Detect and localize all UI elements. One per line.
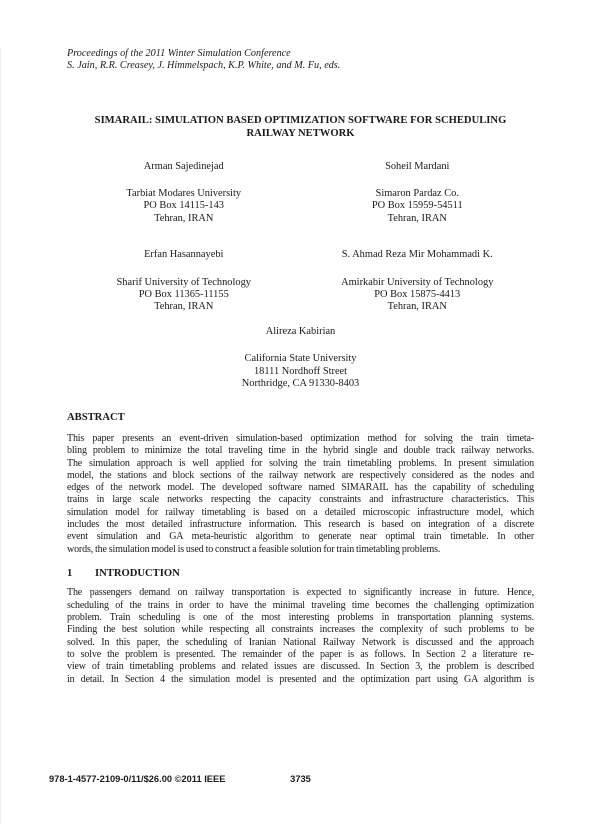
affiliation-line: California State University [244, 353, 357, 365]
abstract-line: event simulation and GA meta-heuristic algorithm to generate near optimal train timetable. In other [67, 531, 534, 543]
introduction-line: view of train timetabling problems and related issues are discussed. In Section 3, the problem is described [67, 661, 534, 673]
page-content [1, 48, 600, 686]
affiliation-line: PO Box 15959-54511 [371, 200, 463, 212]
author-name: Alireza Kabirian [265, 325, 336, 337]
author-affiliation [301, 277, 535, 314]
author-name: Erfan Hasannayebi [144, 249, 224, 261]
abstract-paragraph [67, 433, 534, 556]
affiliation-line: 18111 Nordhoff Street [253, 365, 348, 377]
author-name: S. Ahmad Reza Mir Mohammadi K. [341, 249, 493, 261]
author-block-mardani [301, 161, 535, 226]
affiliation-line: Simaron Pardaz Co. [375, 188, 459, 199]
abstract-line: model, the stations and block sections of the railway network are respectively considered as the nodes and [67, 469, 534, 481]
abstract-heading: ABSTRACT [67, 412, 125, 424]
affiliation-line: Tehran, IRAN [387, 212, 447, 224]
author-affiliation [67, 277, 301, 314]
author-name: Soheil Mardani [385, 160, 450, 172]
introduction-line: scheduling of the trains in order to have the minimal traveling time becomes the challenging optimization [67, 599, 534, 611]
author-block-hasannayebi [67, 249, 301, 314]
author-affiliation [67, 353, 534, 390]
introduction-line: The passengers demand on railway transportation is expected to significantly increase in future. Hence, [67, 587, 534, 599]
paper-title [67, 114, 534, 141]
author-block-mirmohammadi [301, 249, 535, 314]
abstract-line: This paper presents an event-driven simulation-based optimization method for solving the train timeta- [67, 432, 534, 444]
affiliation-line: Amirkabir University of Technology [341, 276, 494, 288]
authors-row-2 [67, 249, 534, 314]
copyright-notice: 978-1-4577-2109-0/11/$26.00 ©2011 IEEE [49, 774, 226, 784]
affiliation-line: Northridge, CA 91330-8403 [241, 378, 360, 390]
affiliation-line: Tarbiat Modares University [126, 188, 242, 199]
affiliation-line: PO Box 15875-4413 [374, 289, 461, 301]
author-affiliation [67, 188, 301, 225]
page-number: 3735 [290, 774, 311, 784]
author-affiliation [301, 188, 535, 225]
introduction-heading [67, 568, 534, 581]
affiliation-line: Tehran, IRAN [387, 301, 447, 313]
page-footer [49, 774, 552, 784]
paper-title-line-2: RAILWAY NETWORK [246, 128, 355, 140]
affiliation-line: PO Box 11365-11155 [138, 289, 229, 301]
proceedings-editors-line: S. Jain, R.R. Creasey, J. Himmelspach, K.P. White, and M. Fu, eds. [67, 60, 341, 72]
section-title: INTRODUCTION [95, 567, 180, 579]
proceedings-header [67, 48, 534, 73]
abstract-line: bling problem to minimize the total traveling time in the hybrid single and double track railway networks. [67, 445, 534, 457]
section-number: 1 [67, 567, 73, 579]
author-name: Arman Sajedinejad [143, 160, 224, 172]
proceedings-title-line: Proceedings of the 2011 Winter Simulation Conference [67, 48, 291, 59]
paper-page [0, 48, 600, 824]
abstract-line: edges of the network model. The developed software named SIMARAIL has the capability of scheduling [67, 482, 534, 494]
author-block-kabirian [67, 326, 534, 391]
introduction-line: in detail. In Section 4 the simulation model is presented and the optimization part using GA algorithm is [67, 673, 534, 685]
authors-row-1 [67, 161, 534, 226]
abstract-line: The simulation approach is well applied for solving the train timetabling problems. In present simulation [67, 457, 534, 469]
abstract-line: trains in large scale networks respecting the capacity constraints and infrastructure characteristics. This [67, 494, 534, 506]
affiliation-line: Tehran, IRAN [154, 301, 214, 313]
introduction-line: solved. In this paper, the scheduling of Iranian National Railway Network is discussed and the approach [67, 636, 534, 648]
introduction-line: Finding the best solution while respecting all constraints increases the complexity of such problems to be [67, 624, 534, 636]
paper-title-line-1: SIMARAIL: SIMULATION BASED OPTIMIZATION SOFTWARE FOR SCHEDULING [94, 114, 507, 126]
author-block-sajedinejad [67, 161, 301, 226]
abstract-line: words, the simulation model is used to construct a feasible solution for train timetabling problems. [67, 543, 441, 555]
abstract-line: includes the most detailed infrastructure information. This research is based on integration of a discrete [67, 519, 534, 531]
affiliation-line: Tehran, IRAN [154, 212, 214, 224]
introduction-paragraph [67, 587, 534, 685]
affiliation-line: PO Box 14115-143 [143, 200, 224, 212]
introduction-line: problem. Train scheduling is one of the most interesting problems in transportation planning systems. [67, 612, 534, 624]
affiliation-line: Sharif University of Technology [116, 276, 251, 288]
abstract-line: simulation model for railway timetabling is based on a detailed microscopic infrastructure model, which [67, 506, 534, 518]
introduction-line: to solve the problem is presented. The remainder of the paper is as follows. In Section 2 a literature re- [67, 648, 534, 660]
